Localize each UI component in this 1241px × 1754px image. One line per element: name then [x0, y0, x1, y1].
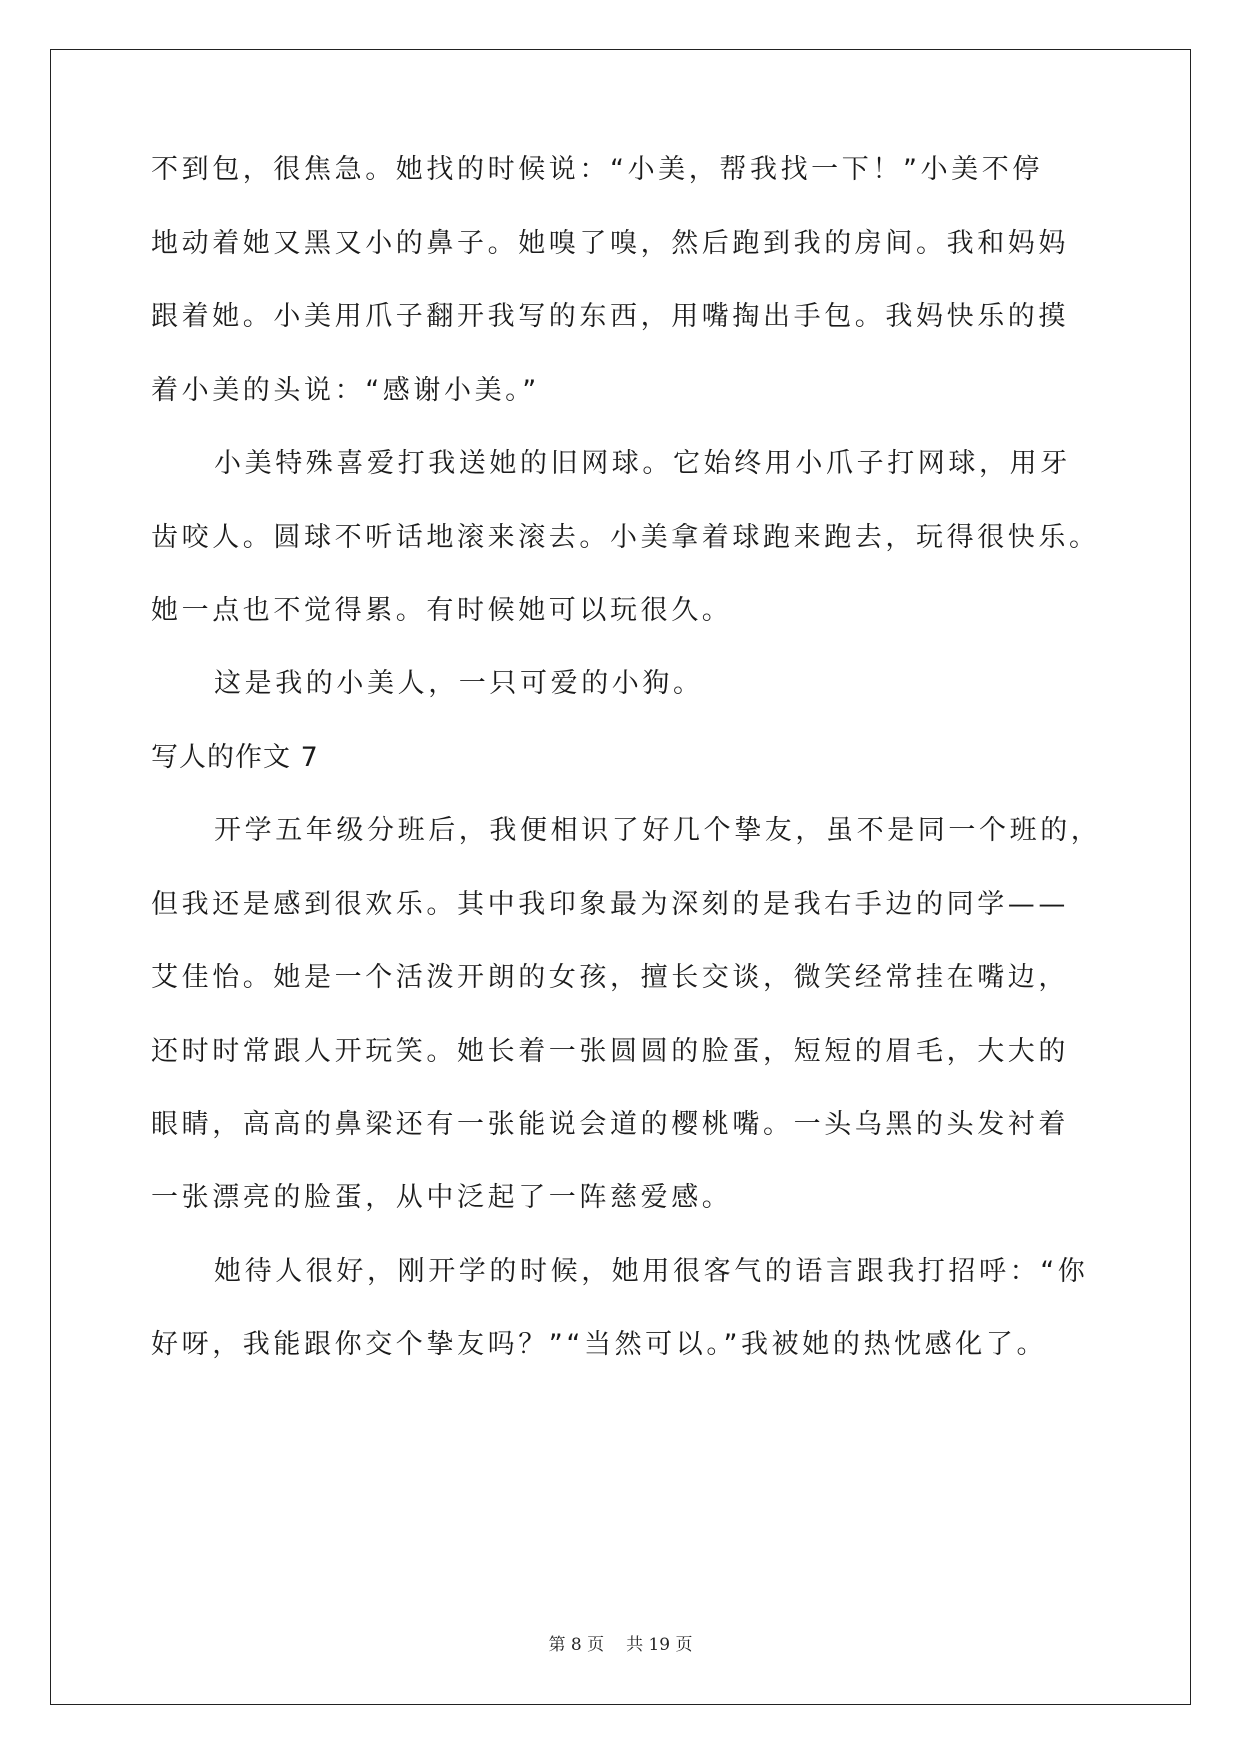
paragraph-start-line: 开学五年级分班后，我便相识了好几个挚友，虽不是同一个班的，	[214, 815, 1102, 846]
text-line: 好呀，我能跟你交个挚友吗？”“当然可以。”我被她的热忱感化了。	[151, 1329, 1048, 1360]
text-line: 但我还是感到很欢乐。其中我印象最为深刻的是我右手边的同学——	[151, 889, 1069, 920]
paragraph-start-line: 她待人很好，刚开学的时候，她用很客气的语言跟我打招呼：“你	[214, 1256, 1089, 1287]
paragraph-start-line: 小美特殊喜爱打我送她的旧网球。它始终用小爪子打网球，用牙	[214, 448, 1071, 479]
page-footer	[0, 1630, 1241, 1655]
paragraph-start-line: 这是我的小美人，一只可爱的小狗。	[214, 668, 704, 699]
text-line: 还时时常跟人开玩笑。她长着一张圆圆的脸蛋，短短的眉毛，大大的	[151, 1036, 1069, 1067]
text-line: 着小美的头说：“感谢小美。”	[151, 375, 540, 406]
section-heading: 写人的作文 7	[151, 742, 319, 773]
text-line: 艾佳怡。她是一个活泼开朗的女孩，擅长交谈，微笑经常挂在嘴边，	[151, 962, 1069, 993]
text-line: 不到包，很焦急。她找的时候说：“小美，帮我找一下！”小美不停	[151, 154, 1043, 185]
page-total: 共 19 页	[626, 1635, 693, 1655]
text-line: 一张漂亮的脸蛋，从中泛起了一阵慈爱感。	[151, 1182, 733, 1213]
text-line: 眼睛，高高的鼻梁还有一张能说会道的樱桃嘴。一头乌黑的头发衬着	[151, 1109, 1069, 1140]
text-line: 跟着她。小美用爪子翻开我写的东西，用嘴掏出手包。我妈快乐的摸	[151, 301, 1069, 332]
page-border	[50, 49, 1191, 1705]
text-line: 她一点也不觉得累。有时候她可以玩很久。	[151, 595, 733, 626]
text-line: 齿咬人。圆球不听话地滚来滚去。小美拿着球跑来跑去，玩得很快乐。	[151, 522, 1100, 553]
text-line: 地动着她又黑又小的鼻子。她嗅了嗅，然后跑到我的房间。我和妈妈	[151, 228, 1069, 259]
page-number: 第 8 页	[548, 1635, 605, 1655]
